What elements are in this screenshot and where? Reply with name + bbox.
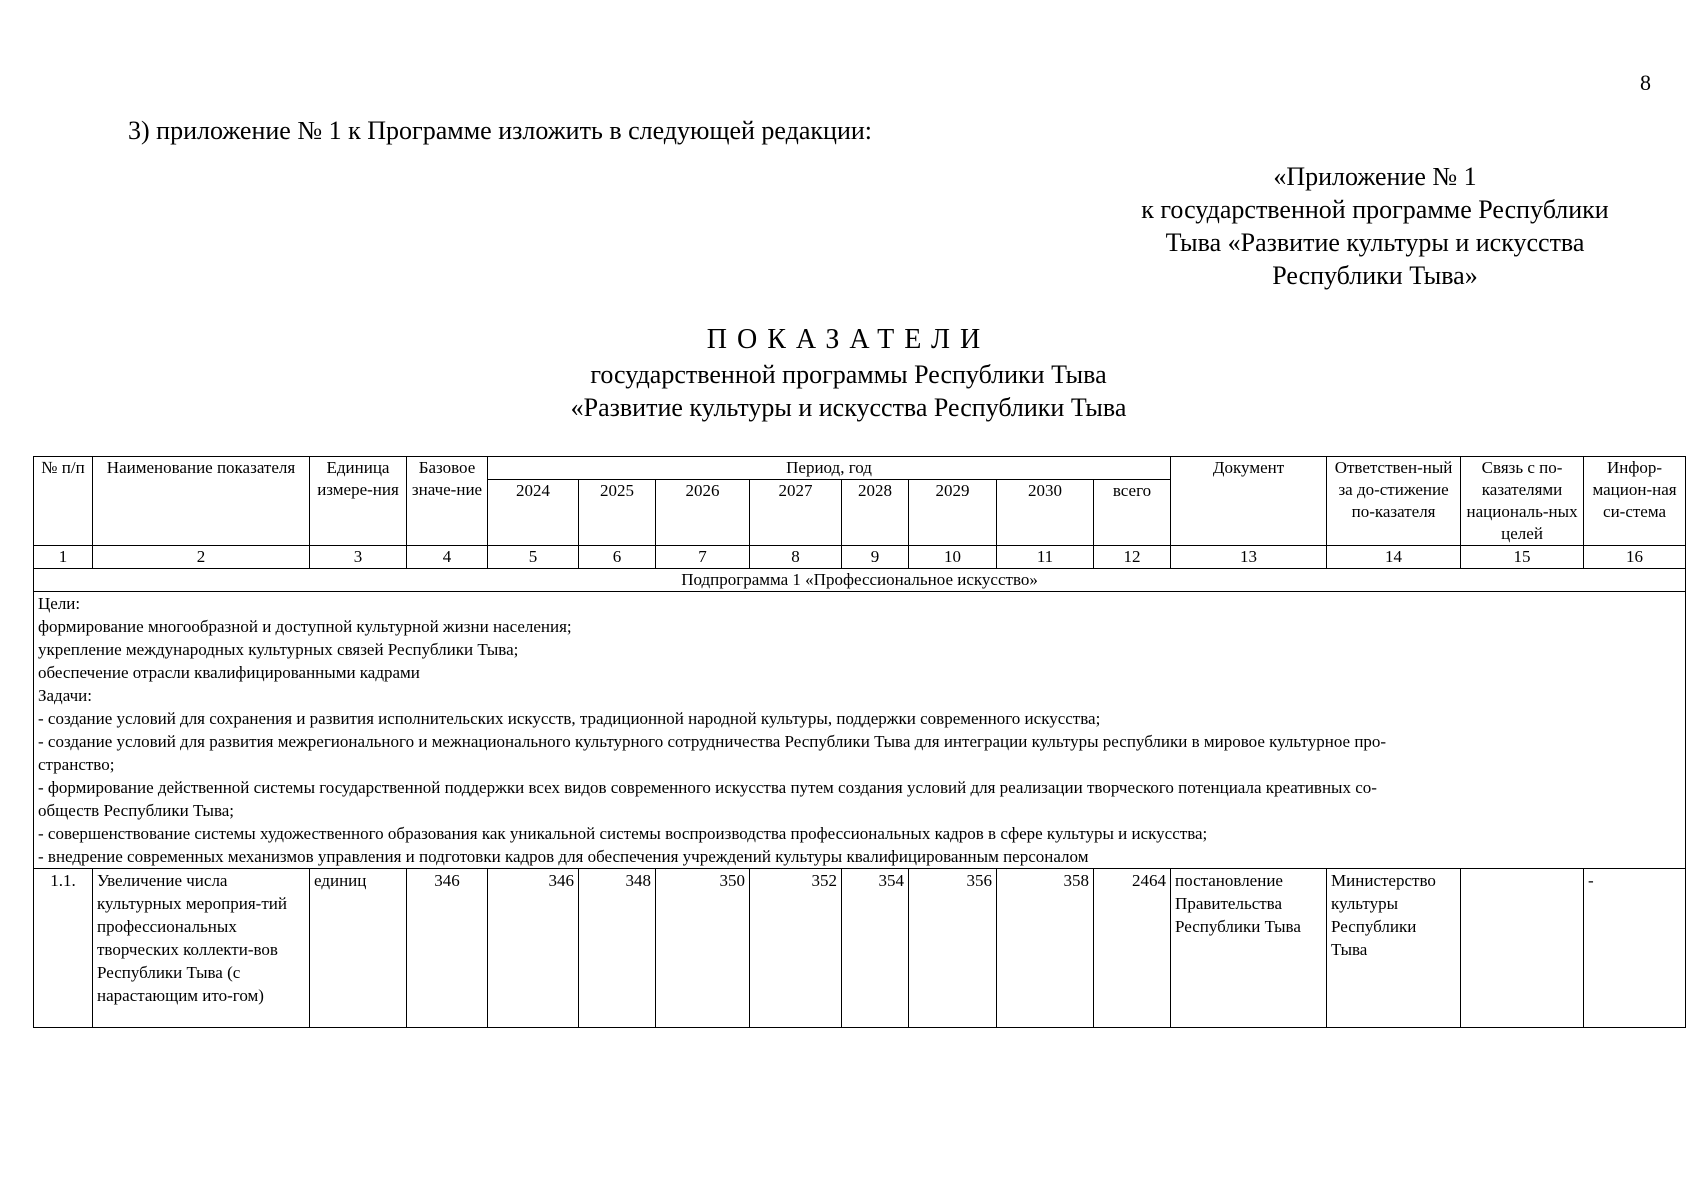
column-number: 10: [909, 546, 997, 569]
row-value-2027: 352: [750, 869, 842, 1028]
column-number: 7: [656, 546, 750, 569]
header-year: 2025: [579, 480, 656, 546]
row-national-goals-link: [1461, 869, 1584, 1028]
goal-line: Задачи:: [38, 686, 92, 705]
goal-line: укрепление международных культурных связей Республики Тыва;: [38, 640, 519, 659]
goals-row: [34, 592, 1686, 869]
appendix-line-3: Тыва «Развитие культуры и искусства: [1165, 228, 1585, 257]
header-year: 2030: [997, 480, 1094, 546]
goal-line: - создание условий для развития межрегионального и межнационального культурного сотрудничества Республики Тыва для интеграции культуры республики в мировое культурное про-: [38, 732, 1387, 751]
header-name: Наименование показателя: [93, 457, 310, 546]
row-document: постановление Правительства Республики Тыва: [1171, 869, 1327, 1028]
header-year: 2028: [842, 480, 909, 546]
column-number: 6: [579, 546, 656, 569]
column-number: 1: [34, 546, 93, 569]
row-responsible: Министерство культуры Республики Тыва: [1327, 869, 1461, 1028]
goal-line: - формирование действенной системы государственной поддержки всех видов современного искусства путем создания условий для реализации творческого потенциала креативных со-: [38, 778, 1377, 797]
goal-line: формирование многообразной и доступной культурной жизни населения;: [38, 617, 572, 636]
row-value-2024: 346: [488, 869, 579, 1028]
goal-line: - создание условий для сохранения и развития исполнительских искусств, традиционной народной культуры, поддержки современного искусства;: [38, 709, 1101, 728]
header-year: 2024: [488, 480, 579, 546]
header-link: Связь с по-казателями националь-ных целей: [1461, 457, 1584, 546]
header-total: всего: [1094, 480, 1171, 546]
column-number: 3: [310, 546, 407, 569]
appendix-line-4: Республики Тыва»: [1272, 261, 1478, 290]
title-sub-2: «Развитие культуры и искусства Республики Тыва: [570, 393, 1127, 422]
header-resp: Ответствен-ный за до-стижение по-казателя: [1327, 457, 1461, 546]
column-number: 9: [842, 546, 909, 569]
appendix-line-2: к государственной программе Республики: [1141, 195, 1609, 224]
column-number-row: [34, 546, 1686, 569]
page-number: 8: [1640, 70, 1651, 95]
row-info-system: -: [1584, 869, 1686, 1028]
row-indicator-name: Увеличение числа культурных мероприя-тий профессиональных творческих коллекти-вов Республики Тыва (с нарастающим ито-гом): [93, 869, 310, 1028]
header-doc: Документ: [1171, 457, 1327, 546]
row-value-total: 2464: [1094, 869, 1171, 1028]
header-period: Период, год: [488, 457, 1171, 480]
header-year: 2027: [750, 480, 842, 546]
row-value-2026: 350: [656, 869, 750, 1028]
column-number: 16: [1584, 546, 1686, 569]
goal-line: обеспечение отрасли квалифицированными кадрами: [38, 663, 420, 682]
goal-line: - внедрение современных механизмов управления и подготовки кадров для обеспечения учреждений культуры квалифицированным персоналом: [38, 847, 1089, 866]
row-unit: единиц: [310, 869, 407, 1028]
subprogram-title: Подпрограмма 1 «Профессиональное искусство»: [34, 569, 1686, 592]
indicators-table: [33, 456, 1686, 1028]
title-main: ПОКАЗАТЕЛИ: [706, 324, 991, 355]
document-title: [0, 322, 1697, 424]
row-value-2030: 358: [997, 869, 1094, 1028]
row-num: 1.1.: [34, 869, 93, 1028]
table-row: [34, 869, 1686, 1028]
row-value-2029: 356: [909, 869, 997, 1028]
goal-line: Цели:: [38, 594, 81, 613]
title-sub-1: государственной программы Республики Тыва: [590, 360, 1107, 389]
row-value-2025: 348: [579, 869, 656, 1028]
column-number: 4: [407, 546, 488, 569]
column-number: 12: [1094, 546, 1171, 569]
goals-tasks-cell: [34, 592, 1686, 869]
goal-line: странство;: [38, 755, 115, 774]
column-number: 11: [997, 546, 1094, 569]
intro-text: 3) приложение № 1 к Программе изложить в следующей редакции:: [128, 116, 872, 145]
header-num: № п/п: [34, 457, 93, 546]
column-number: 15: [1461, 546, 1584, 569]
goal-line: - совершенствование системы художественного образования как уникальной системы воспроизводства профессиональных кадров в сфере культуры и искусства;: [38, 824, 1208, 843]
column-number: 5: [488, 546, 579, 569]
header-year: 2026: [656, 480, 750, 546]
subprogram-row: [34, 569, 1686, 592]
header-row-1: [34, 457, 1686, 480]
header-info: Инфор-мацион-ная си-стема: [1584, 457, 1686, 546]
row-value-2028: 354: [842, 869, 909, 1028]
column-number: 8: [750, 546, 842, 569]
column-number: 13: [1171, 546, 1327, 569]
header-unit: Единица измере-ния: [310, 457, 407, 546]
goal-line: обществ Республики Тыва;: [38, 801, 235, 820]
row-base-value: 346: [407, 869, 488, 1028]
column-number: 2: [93, 546, 310, 569]
appendix-heading: [1080, 160, 1670, 292]
appendix-line-1: «Приложение № 1: [1273, 162, 1477, 191]
header-base: Базовое значе-ние: [407, 457, 488, 546]
header-year: 2029: [909, 480, 997, 546]
column-number: 14: [1327, 546, 1461, 569]
